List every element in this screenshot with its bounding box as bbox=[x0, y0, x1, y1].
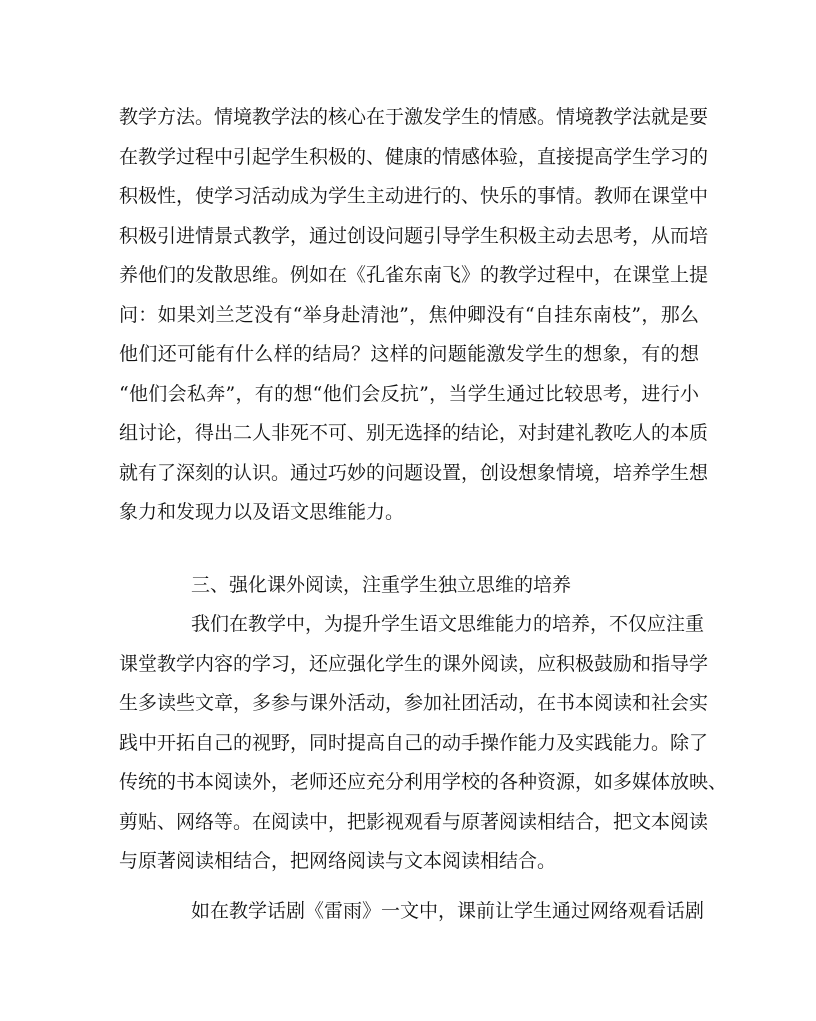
section-heading-text: 三、强化课外阅读，注重学生独立思维的培养 bbox=[191, 574, 572, 596]
text-line: 践中开拓自己的视野，同时提高自己的动手操作能力及实践能力。除了 bbox=[119, 731, 709, 754]
text-line: 问：如果刘兰芝没有“举身赴清池”，焦仲卿没有“自挂东南枝”，那么 bbox=[119, 303, 699, 326]
text-line: 我们在教学中，为提升学生语文思维能力的培养，不仅应注重 bbox=[191, 613, 705, 635]
paragraph-thunderstorm-example bbox=[119, 892, 705, 932]
text-line: 与原著阅读相结合，把网络阅读与文本阅读相结合。 bbox=[119, 850, 557, 872]
text-line: 剪贴、网络等。在阅读中，把影视观看与原著阅读相结合，把文本阅读 bbox=[119, 810, 709, 833]
text-line: 在教学过程中引起学生积极的、健康的情感体验，直接提高学生学习的 bbox=[119, 145, 709, 168]
text-line: 教学方法。情境教学法的核心在于激发学生的情感。情境教学法就是要 bbox=[119, 106, 709, 128]
text-line: 组讨论，得出二人非死不可、别无选择的结论，对封建礼教吃人的本质 bbox=[119, 422, 709, 444]
text-line: 象力和发现力以及语文思维能力。 bbox=[119, 501, 405, 523]
text-line: “他们会私奔”，有的想“他们会反抗”，当学生通过比较思考，进行小 bbox=[119, 382, 699, 405]
text-line: 生多读些文章，多参与课外活动，参加社团活动，在书本阅读和社会实 bbox=[119, 692, 709, 714]
text-line: 积极性，使学习活动成为学生主动进行的、快乐的事情。教师在课堂中 bbox=[119, 185, 709, 207]
text-line: 就有了深刻的认识。通过巧妙的问题设置，创设想象情境，培养学生想 bbox=[119, 461, 709, 484]
text-line: 传统的书本阅读外，老师还应充分利用学校的各种资源，如多媒体放映、 bbox=[119, 771, 728, 793]
text-line: 养他们的发散思维。例如在《孔雀东南飞》的教学过程中，在课堂上提 bbox=[119, 264, 709, 286]
text-line: 课堂教学内容的学习，还应强化学生的课外阅读，应积极鼓励和指导学 bbox=[119, 652, 709, 675]
text-line: 他们还可能有什么样的结局？这样的问题能激发学生的想象，有的想 bbox=[119, 343, 699, 365]
text-line: 积极引进情景式教学，通过创设问题引导学生积极主动去思考，从而培 bbox=[119, 224, 709, 247]
paragraph-extracurricular-reading bbox=[119, 605, 728, 882]
section-heading bbox=[119, 566, 699, 606]
text-line: 如在教学话剧《雷雨》一文中，课前让学生通过网络观看话剧 bbox=[191, 900, 705, 922]
paragraph-situational-teaching bbox=[119, 98, 709, 533]
